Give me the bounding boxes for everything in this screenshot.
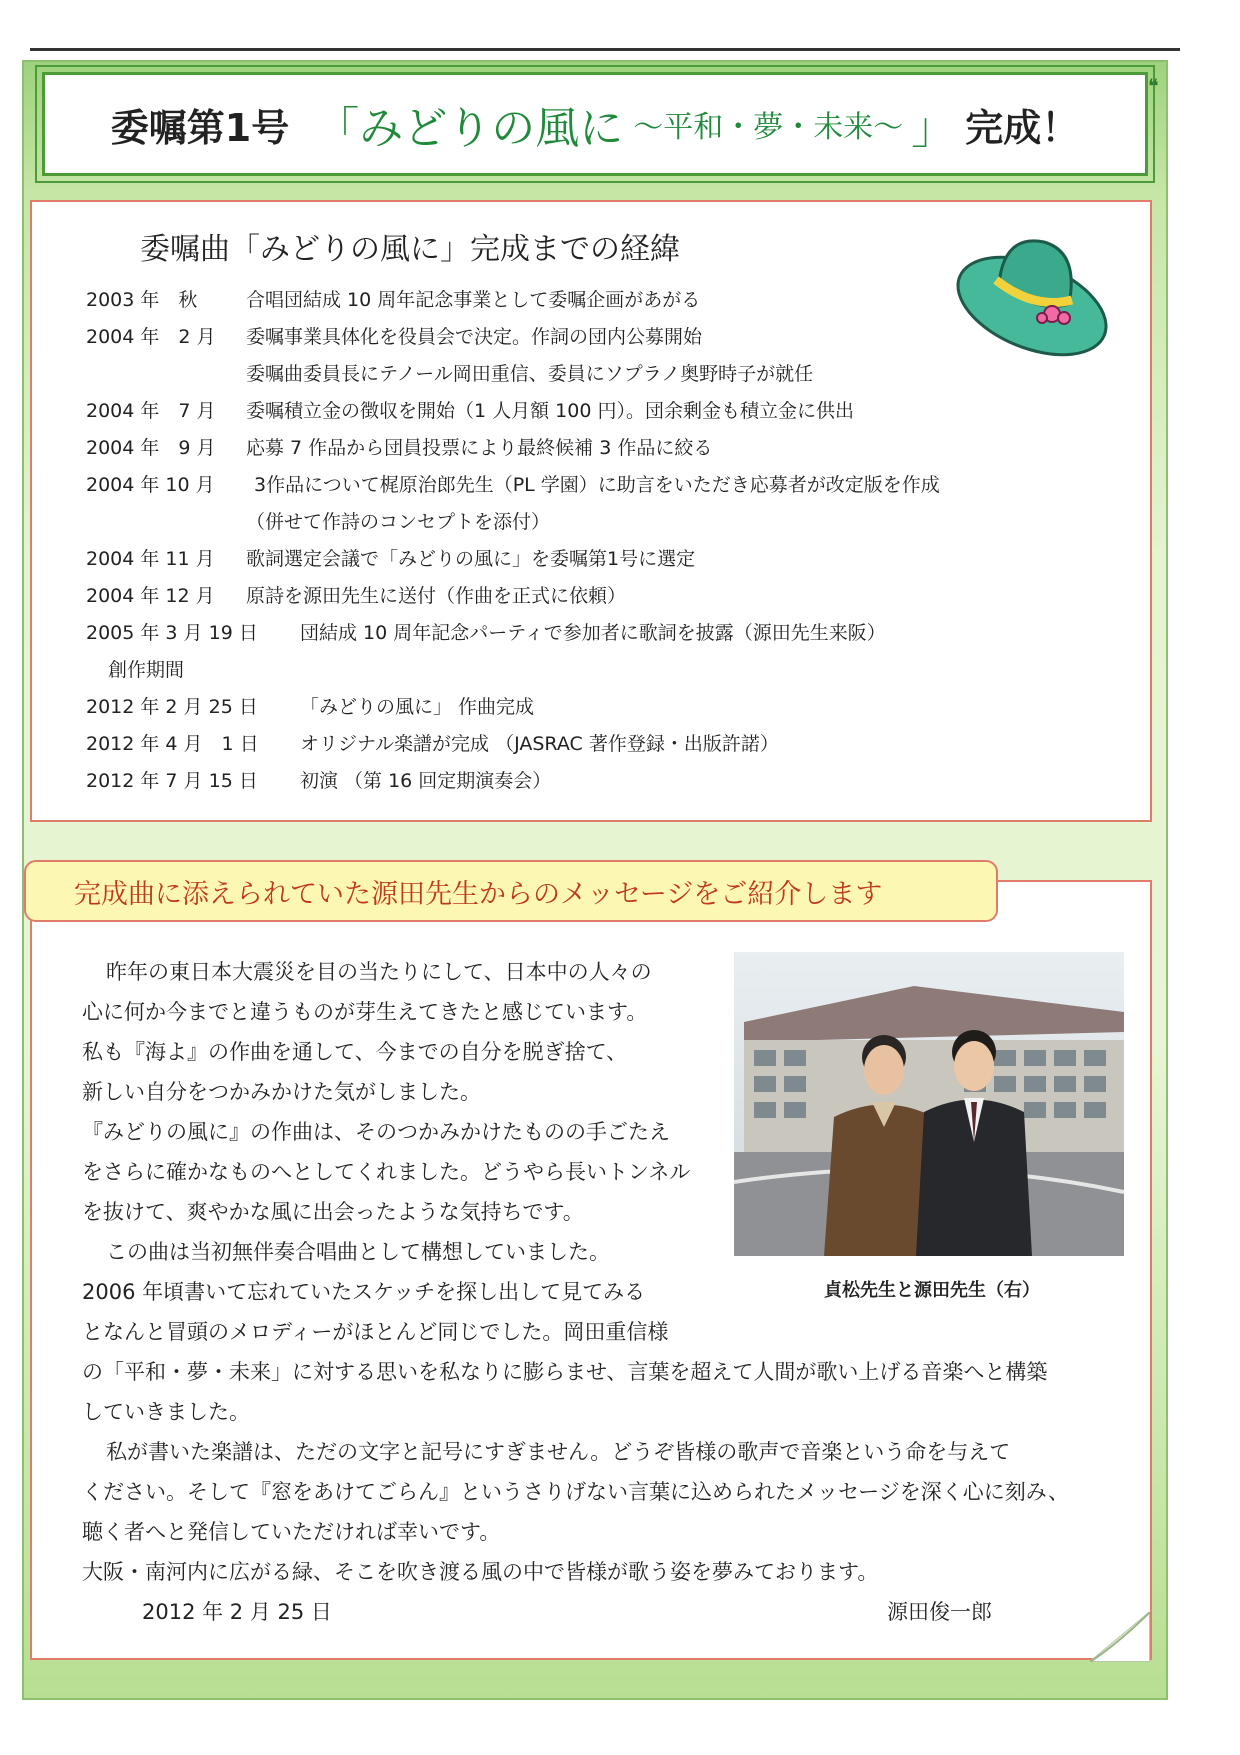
headline-subtitle: 〜平和・夢・未来〜 (633, 110, 904, 145)
message-line: 私も『海よ』の作曲を通して、今までの自分を脱ぎ捨て、 (82, 1040, 628, 1064)
message-line: 私が書いた楽譜は、ただの文字と記号にすぎません。どうぞ皆様の歌声で音楽という命を与えて (106, 1440, 1011, 1464)
message-line: を抜けて、爽やかな風に出会ったような気持ちです。 (82, 1200, 584, 1224)
history-row: 2003 年 秋 合唱団結成 10 周年記念事業として委嘱企画があがる (86, 289, 701, 311)
message-signature: 源田俊一郎 (887, 1600, 992, 1624)
message-line: をさらに確かなものへとしてくれました。どうやら長いトンネル (82, 1160, 691, 1184)
top-rule (30, 48, 1180, 51)
headline-open-bracket: 「 (315, 103, 360, 154)
headline-title: みどりの風に (359, 103, 624, 154)
history-row: 2004 年 11 月 歌詞選定会議で「みどりの風に」を委嘱第1号に選定 (86, 548, 696, 570)
headline-box (42, 72, 1148, 176)
message-tab-title: 完成曲に添えられていた源田先生からのメッセージをご紹介します (24, 860, 998, 922)
history-row: 2005 年 3 月 19 日 団結成 10 周年記念パーティで参加者に歌詞を披露（源田先生来阪） (86, 622, 886, 644)
message-line: の「平和・夢・未来」に対する思いを私なりに膨らませ、言葉を超えて人間が歌い上げる音楽へと構築 (82, 1360, 1048, 1384)
history-heading: 委嘱曲「みどりの風に」完成までの経緯 (140, 232, 680, 267)
message-line: 昨年の東日本大震災を目の当たりにして、日本中の人々の (106, 960, 652, 984)
page-curl-icon (1090, 1612, 1150, 1662)
message-line: していきました。 (82, 1400, 250, 1424)
history-row: 委嘱曲委員長にテノール岡田重信、委員にソプラノ奥野時子が就任 (246, 363, 814, 385)
message-line: となんと冒頭のメロディーがほとんど同じでした。岡田重信様 (82, 1320, 669, 1344)
history-row: 2004 年 7 月 委嘱積立金の徴収を開始（1 人月額 100 円）。団余剰金も積立金に供出 (86, 400, 854, 422)
message-line: この曲は当初無伴奏合唱曲として構想していました。 (106, 1240, 610, 1264)
message-line: 新しい自分をつかみかけた気がしました。 (82, 1080, 481, 1104)
history-period: 創作期間 (108, 659, 185, 681)
history-row: （併せて作詩のコンセプトを添付） (246, 511, 551, 533)
message-line: 2006 年頃書いて忘れていたスケッチを探し出して見てみる (82, 1280, 646, 1304)
history-row: 2012 年 4 月 1 日 オリジナル楽譜が完成 （JASRAC 著作登録・出版許諾） (86, 733, 779, 755)
message-line: ください。そして『窓をあけてごらん』というさりげない言葉に込められたメッセージを深く心に刻み、 (82, 1480, 1069, 1504)
history-row: 2004 年 9 月 応募 7 作品から団員投票により最終候補 3 作品に絞る (86, 437, 713, 459)
photo-caption: 貞松先生と源田先生（右） (824, 1280, 1040, 1301)
history-row: 2012 年 7 月 15 日 初演 （第 16 回定期演奏会） (86, 770, 552, 792)
quote-mark-icon: ❝ (1148, 74, 1159, 98)
message-line: 大阪・南河内に広がる緑、そこを吹き渡る風の中で皆様が歌う姿を夢みております。 (82, 1560, 879, 1584)
history-row: 2012 年 2 月 25 日 「みどりの風に」 作曲完成 (86, 696, 535, 718)
history-box (30, 200, 1152, 822)
history-row: 2004 年 12 月 原詩を源田先生に送付（作曲を正式に依頼） (86, 585, 627, 607)
history-row: 2004 年 2 月 委嘱事業具体化を役員会で決定。作詞の団内公募開始 (86, 326, 703, 348)
photo-two-teachers (734, 952, 1124, 1256)
headline-suffix: 完成！ (965, 105, 1080, 150)
history-row: 2004 年 10 月 3作品について梶原治郎先生（PL 学園）に助言をいただき応募者が改定版を作成 (86, 474, 940, 496)
message-line: 心に何か今までと違うものが芽生えてきたと感じています。 (82, 1000, 648, 1024)
message-date: 2012 年 2 月 25 日 (142, 1600, 332, 1624)
headline-prefix: 委嘱第1号 (110, 105, 290, 150)
history-list (86, 282, 1136, 800)
message-line: 『みどりの風に』の作曲は、そのつかみかけたものの手ごたえ (82, 1120, 670, 1144)
message-line: 聴く者へと発信していただければ幸いです。 (82, 1520, 501, 1544)
headline-close-bracket: 」 (911, 103, 956, 154)
